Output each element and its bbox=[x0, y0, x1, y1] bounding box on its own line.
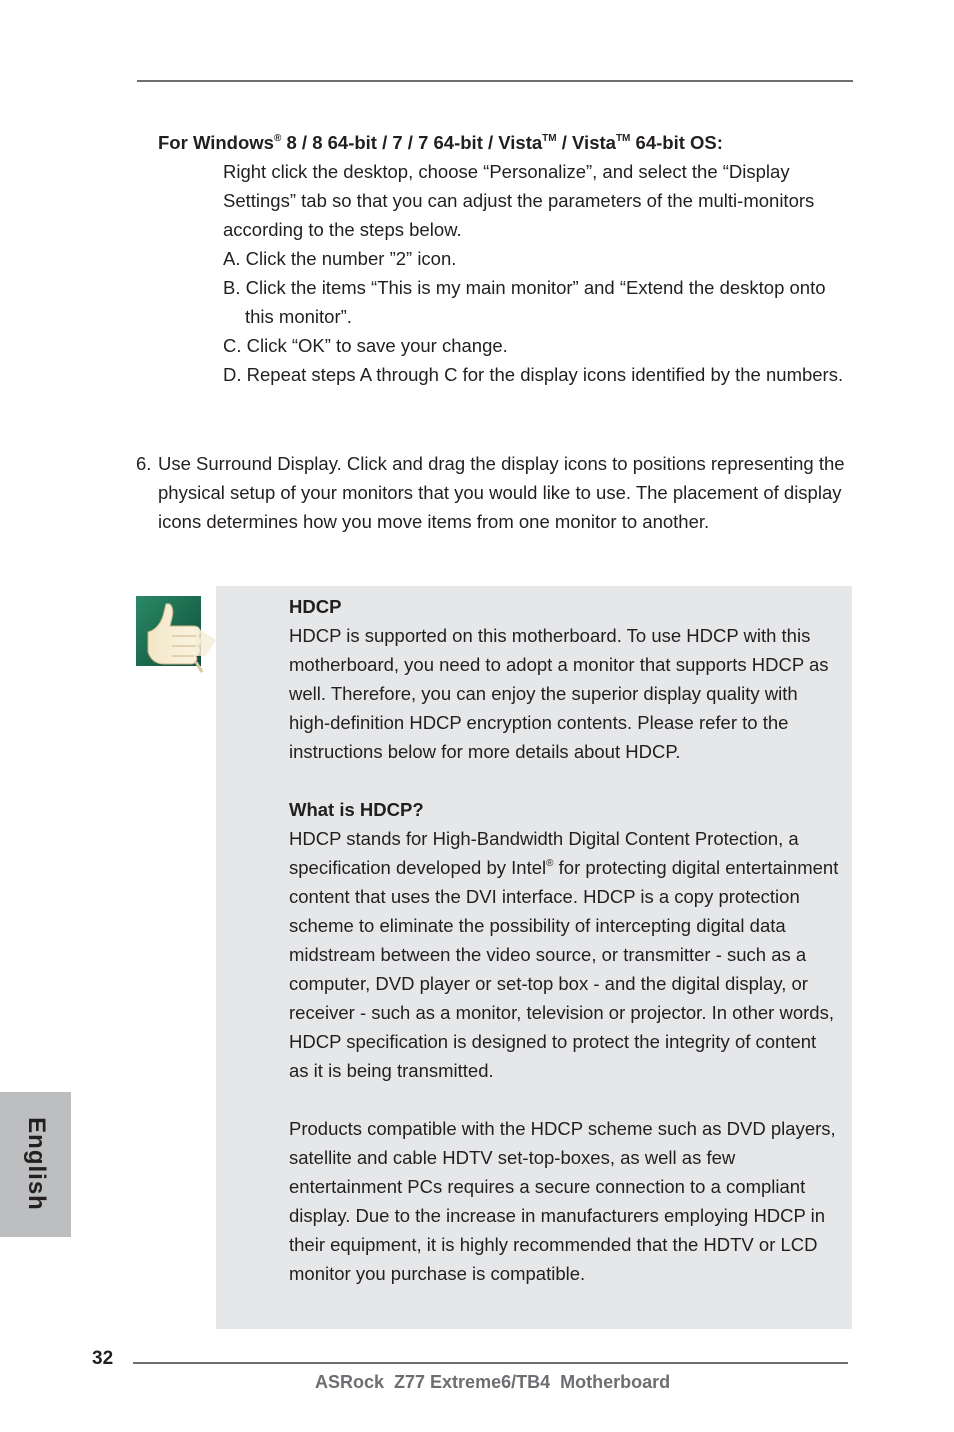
note-title: HDCP bbox=[289, 596, 342, 617]
paragraph-part: HDCP stands for High-Bandwidth Digital Content Protection, a specification developed by Intel bbox=[289, 828, 799, 878]
heading-part: 8 / 8 64-bit / 7 / 7 64-bit / Vista bbox=[281, 132, 543, 153]
spacer bbox=[289, 766, 839, 795]
trademark-mark: TM bbox=[542, 132, 557, 144]
heading-part: 64-bit OS: bbox=[630, 132, 723, 153]
step-b: B. Click the items “This is my main monitor” and “Extend the desktop onto this monitor”. bbox=[223, 277, 826, 327]
list-item-text: Use Surround Display. Click and drag the display icons to positions representing the physical setup of your monitors that you would like to use. The placement of display icons determines how you move items from one monitor to another. bbox=[158, 453, 845, 532]
note-paragraph-2 bbox=[289, 824, 839, 1085]
paragraph-part: for protecting digital entertainment content that uses the DVI interface. HDCP is a copy protection scheme to eliminate the possibility of intercepting digital data midstream between the video source, or transmitter - such as a computer, DVD player or set-top box - and the digital display, or receiver - such as a monitor, television or projector. In other words, HDCP specification is designed to protect the integrity of content as it is being transmitted. bbox=[289, 857, 839, 1081]
thumbs-up-icon bbox=[136, 596, 218, 676]
page-number: 32 bbox=[92, 1348, 114, 1369]
list-item-6 bbox=[136, 449, 856, 536]
trademark-mark: TM bbox=[615, 132, 631, 144]
section-body bbox=[223, 157, 858, 389]
registered-mark: ® bbox=[546, 857, 554, 869]
note-paragraph-1: HDCP is supported on this motherboard. To use HDCP with this motherboard, you need to adopt a monitor that supports HDCP as well. Therefore, you can enjoy the superior display quality with high-definition HDCP encryption contents. Please refer to the instructions below for more details about HDCP. bbox=[289, 625, 829, 762]
language-tab bbox=[0, 1092, 71, 1237]
heading-part: For Windows bbox=[158, 132, 274, 153]
spacer bbox=[289, 1085, 839, 1114]
heading-part: / Vista bbox=[556, 132, 616, 153]
footer-title: ASRock Z77 Extreme6/TB4 Motherboard bbox=[315, 1372, 671, 1392]
windows-section bbox=[158, 128, 858, 389]
note-paragraph-3: Products compatible with the HDCP scheme such as DVD players, satellite and cable HDTV set-top-boxes, as well as few entertainment PCs requires a secure connection to a compliant display. Due to the increase in manufacturers employing HDCP in their equipment, it is highly recommended that the HDTV or LCD monitor you purchase is compatible. bbox=[289, 1118, 836, 1284]
step-a: A. Click the number ”2” icon. bbox=[223, 248, 457, 269]
section-intro: Right click the desktop, choose “Personalize”, and select the “Display Settings” tab so that you can adjust the parameters of the multi-monitors according to the steps below. bbox=[223, 161, 815, 240]
section-heading bbox=[158, 128, 858, 157]
step-c: C. Click “OK” to save your change. bbox=[223, 335, 508, 356]
note-content bbox=[289, 592, 839, 1288]
step-d: D. Repeat steps A through C for the display icons identified by the numbers. bbox=[223, 364, 844, 385]
top-rule bbox=[137, 80, 853, 82]
registered-mark: ® bbox=[273, 132, 282, 144]
bottom-rule bbox=[133, 1362, 848, 1364]
language-tab-label: English bbox=[23, 1117, 50, 1211]
list-item-number: 6. bbox=[136, 453, 152, 474]
note-subtitle: What is HDCP? bbox=[289, 799, 424, 820]
